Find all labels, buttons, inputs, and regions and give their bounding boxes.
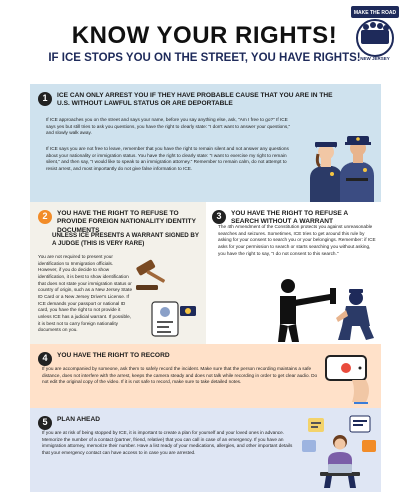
section-5-panel	[30, 408, 381, 492]
section-number-badge: 5	[38, 416, 52, 430]
section-4-panel	[30, 344, 381, 408]
section-number-badge: 4	[38, 352, 52, 366]
section-number-badge: 1	[38, 92, 52, 106]
section-2-subheading: UNLESS ICE PRESENTS A WARRANT SIGNED BY A JUDGE (THIS IS VERY RARE)	[52, 232, 199, 248]
section-2-paragraph: You are not required to present your identification to Immigration officials. However, if you do decide to show identification, it is best to show identification that does not state your immigration status or country of origin, such as a New Jersey State ID Card or a New Jersey Driver's License. If ICE demands your passport or national ID card, you have the right to not provide it unless ICE has a judicial warrant. If possible, it is best not to carry foreign nationality documents on you.	[38, 254, 133, 333]
section-4-paragraph: If you are accompanied by someone, ask them to safely record the incident. Make sure that the person recording maintains a safe distance, does not interfere with the arrest, keeps the camera steady and does not talk while recording in order to get clear audio. Do not edit the original copy of the video. If it is not safe to record, make sure to take detailed notes.	[42, 366, 318, 385]
section-2-heading: 2 YOU HAVE THE RIGHT TO REFUSE TO PROVIDE FOREIGN NATIONALITY IDENTITY DOCUMENTS	[38, 210, 200, 235]
section-3-panel	[206, 202, 381, 344]
svg-text:NEW JERSEY: NEW JERSEY	[360, 56, 390, 61]
gavel-icon	[134, 258, 172, 292]
section-1-heading: 1 ICE CAN ONLY ARREST YOU IF THEY HAVE PROBABLE CAUSE THAT YOU ARE IN THE U.S. WITHOUT LAWFUL STATUS OR ARE DEPORTABLE	[38, 92, 338, 109]
phone-recording-icon	[322, 350, 378, 404]
page-subtitle: IF ICE STOPS YOU ON THE STREET, YOU HAVE RIGHTS!	[48, 52, 361, 64]
make-the-road-logo	[349, 4, 401, 62]
section-3-paragraph: The 4th Amendment of the Constitution protects you against unreasonable searches and seizures. Sometimes, ICE tries to get around this rule by asking for your consent to search you or your belongings. Remember: if ICE asks for your permission to search or starts searching you without asking, you have the right to say, "I do not consent to this search."	[218, 224, 376, 256]
section-number-badge: 3	[212, 210, 226, 224]
section-1-paragraph-1: If ICE approaches you on the street and says your name, before you say anything else, ask, "Am I free to go?" If ICE says yes but still tries to ask you questions, you have the right to clearly state: "I don't want to answer your questions," and slowly walk away.	[46, 117, 291, 136]
section-4-heading: 4 YOU HAVE THE RIGHT TO RECORD	[38, 352, 288, 366]
section-1-panel	[30, 84, 381, 202]
svg-text:MAKE THE ROAD: MAKE THE ROAD	[353, 10, 397, 16]
section-1-paragraph-2: If ICE says you are not free to leave, remember that you have the right to remain silent and not answer any questions about your nationality or immigration status. You have the right to clearly state: "I want to exercise my right to remain silent," and then say, "I would like to speak to an immigration attorney." Remember to remain calm, do not attempt to resist arrest, and most importantly do not give false information to ICE.	[46, 146, 289, 172]
stop-hand-icon	[266, 274, 376, 342]
id-card-icon	[150, 298, 200, 340]
section-number-badge: 2	[38, 210, 52, 224]
section-3-heading: 3 YOU HAVE THE RIGHT TO REFUSE A SEARCH WITHOUT A WARRANT	[212, 210, 377, 227]
section-5-paragraph: If you are at risk of being stopped by ICE, it is important to create a plan for yourself and your loved ones in advance. Memorize the number of a contact (partner, friend, relative) that you can call in case of an emergency. If you have an immigration attorney, memorize their number. Have a list ready of your medications, allergies, and other important details that your emergency contact can have access to in case you are arrested.	[42, 430, 293, 456]
page-title: KNOW YOUR RIGHTS!	[71, 22, 338, 49]
section-5-heading: 5 PLAN AHEAD	[38, 416, 238, 430]
planning-person-icon	[300, 412, 380, 490]
section-2-panel	[30, 202, 206, 344]
police-officer-icon	[302, 118, 378, 202]
